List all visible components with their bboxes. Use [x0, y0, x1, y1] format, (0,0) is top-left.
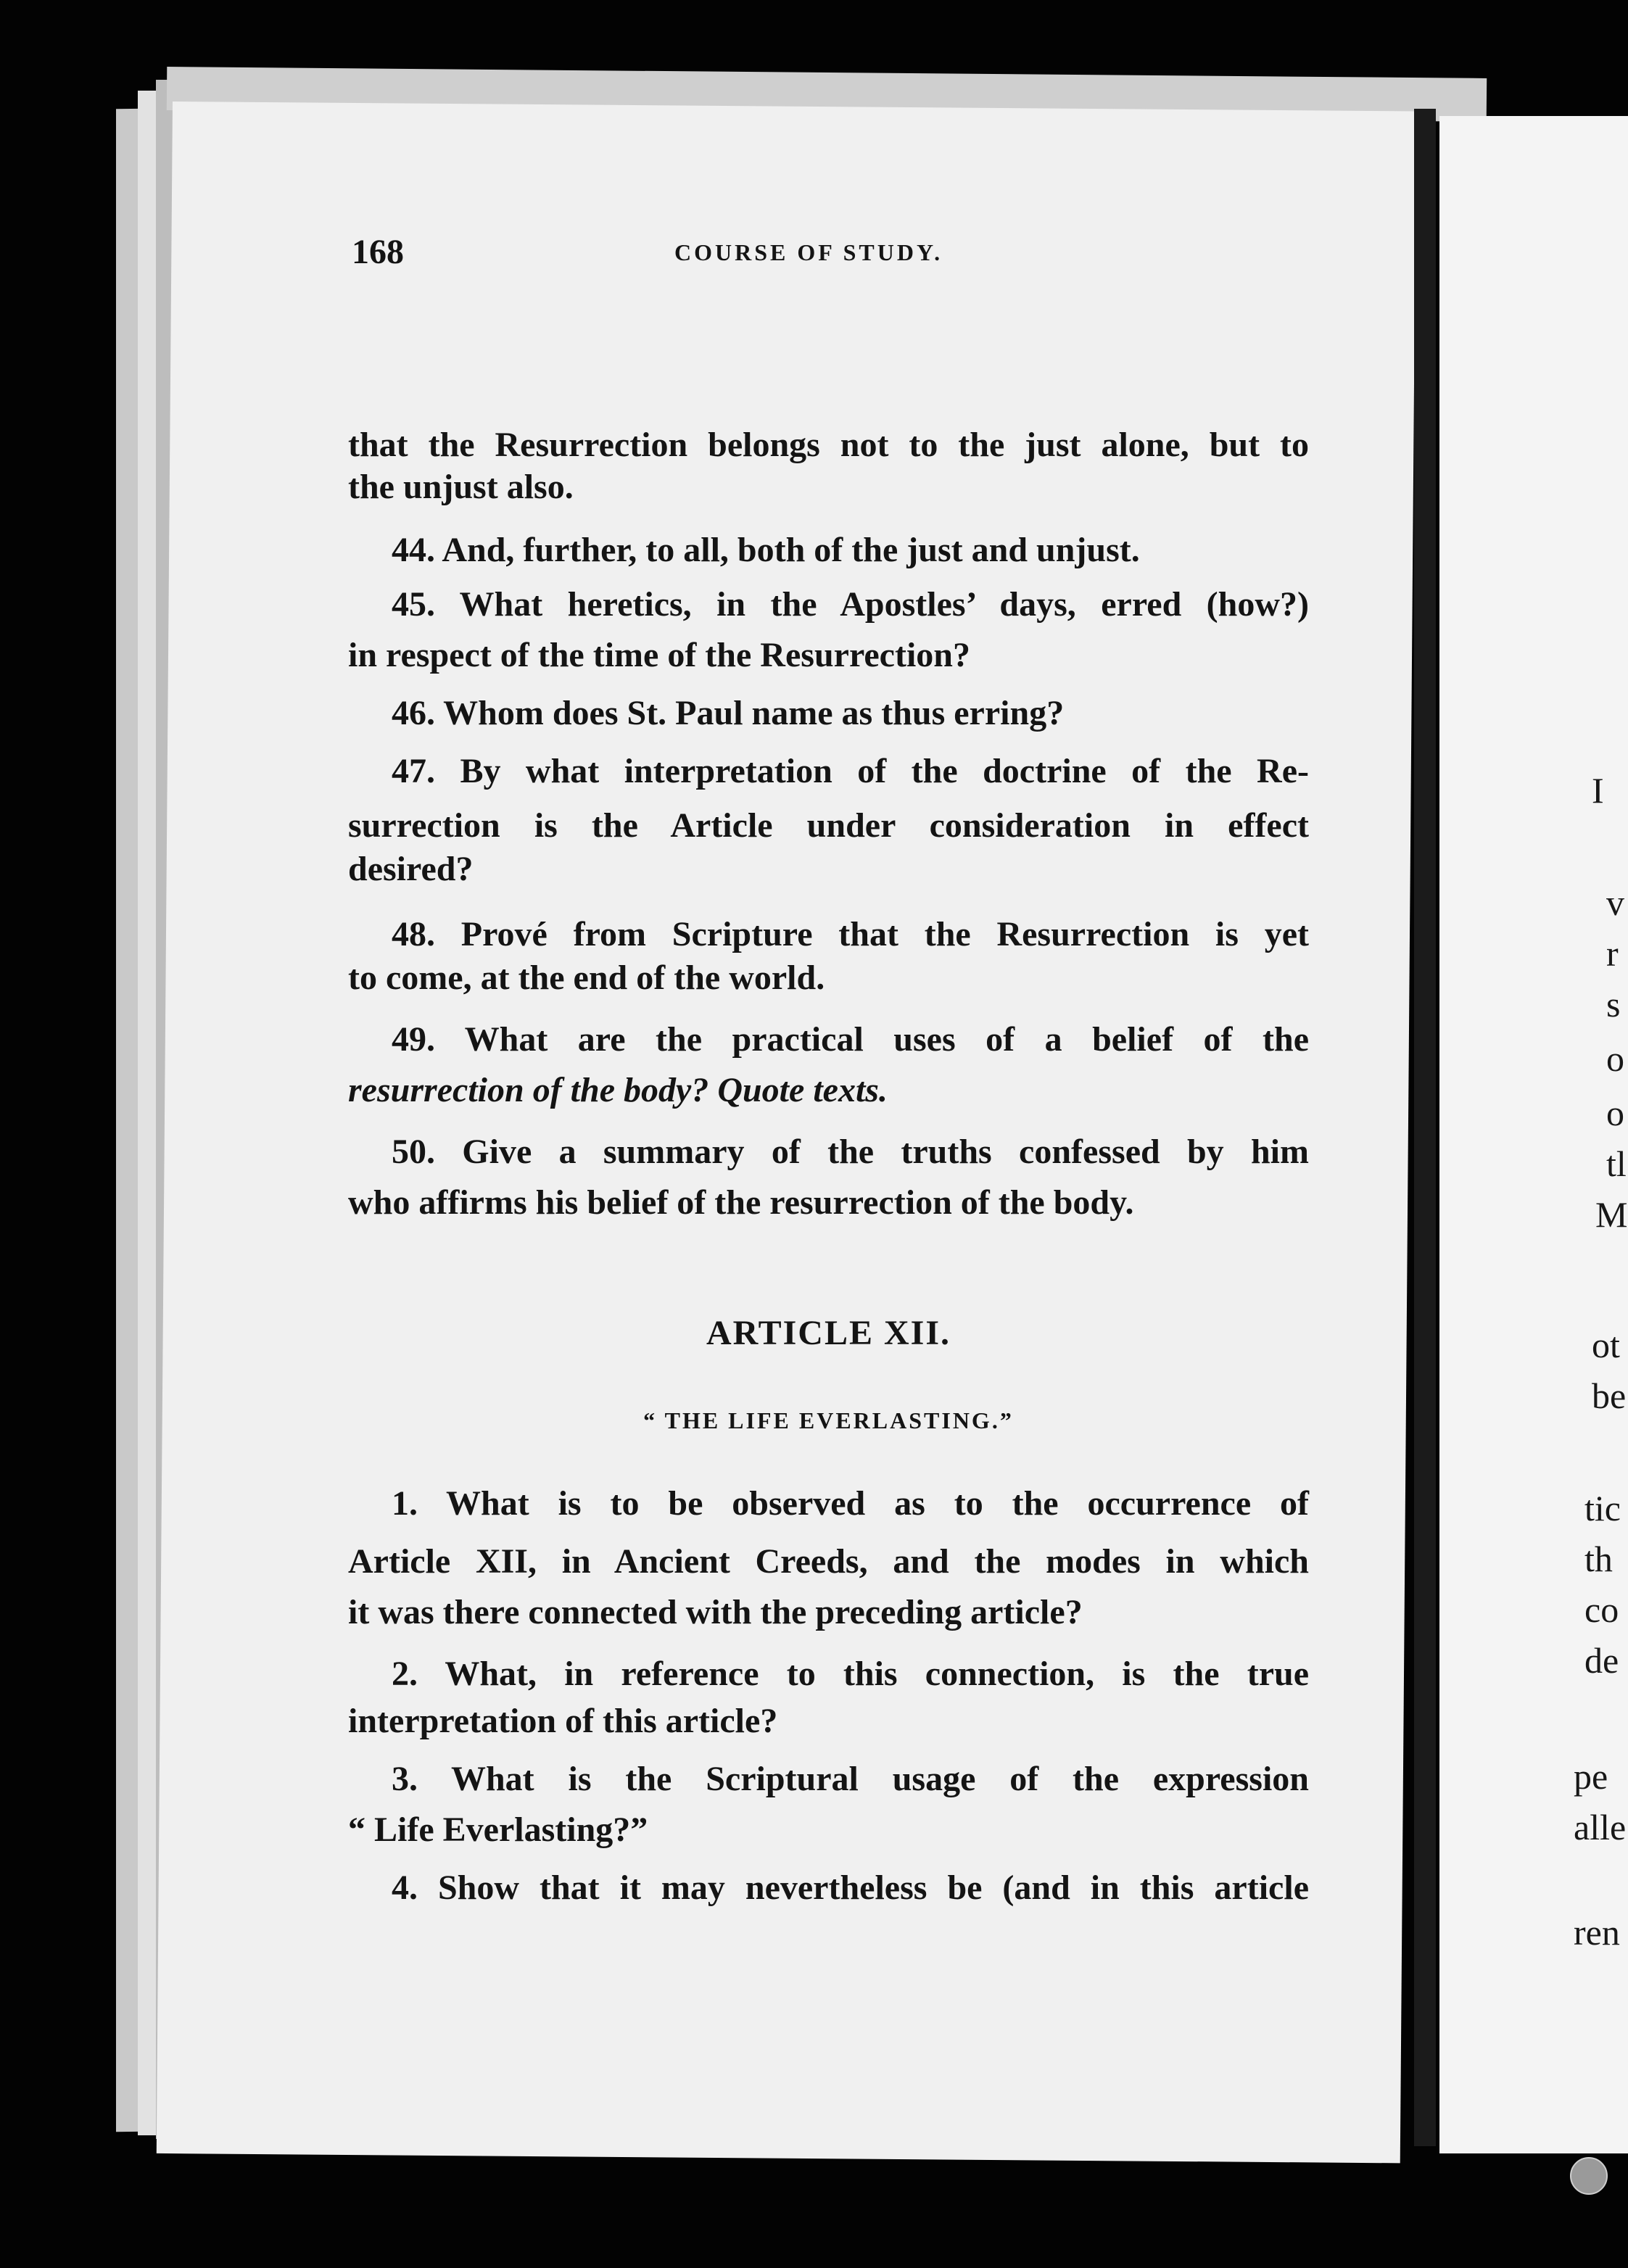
text-line: resurrection of the body? Quote texts.: [348, 1071, 888, 1109]
book-gutter: [1414, 109, 1436, 2146]
text-line: who affirms his belief of the resurrection of the body.: [348, 1183, 1134, 1222]
question-3: 3. What is the Scriptural usage of the expression: [392, 1760, 1309, 1798]
running-head: COURSE OF STUDY.: [674, 239, 943, 265]
facing-page-fragment: s: [1606, 984, 1621, 1025]
stamp-icon: [1570, 2157, 1608, 2195]
facing-page-fragment: pe: [1574, 1756, 1608, 1797]
text-line: in respect of the time of the Resurrection?: [348, 636, 970, 674]
article-subheading: “ THE LIFE EVERLASTING.”: [643, 1407, 1014, 1433]
text-line: surrection is the Article under consideration in effect: [348, 806, 1309, 845]
facing-page: [1439, 116, 1628, 2153]
facing-page-fragment: ren: [1574, 1912, 1620, 1953]
text-line: desired?: [348, 850, 474, 888]
facing-page-fragment: de: [1584, 1640, 1619, 1681]
facing-page-fragment: th: [1584, 1539, 1613, 1579]
facing-page-fragment: I: [1592, 770, 1604, 811]
facing-page-fragment: be: [1592, 1375, 1627, 1416]
page-header: [352, 232, 1345, 276]
facing-page-fragment: o: [1606, 1093, 1624, 1133]
facing-page-fragment: tic: [1584, 1488, 1621, 1528]
facing-page-fragment: o: [1606, 1038, 1624, 1079]
facing-page-fragment: r: [1606, 933, 1619, 974]
question-49: 49. What are the practical uses of a belief of the: [392, 1020, 1309, 1059]
question-50: 50. Give a summary of the truths confessed by him: [392, 1133, 1309, 1171]
text-line: that the Resurrection belongs not to the just alone, but to: [348, 426, 1309, 464]
page-number: 168: [352, 233, 404, 271]
question-47: 47. By what interpretation of the doctrine of the Re-: [392, 752, 1309, 790]
question-2: 2. What, in reference to this connection, is the true: [392, 1655, 1309, 1693]
question-45: 45. What heretics, in the Apostles’ days, erred (how?): [392, 585, 1309, 624]
facing-page-fragment: co: [1584, 1589, 1619, 1630]
facing-page-fragment: alle: [1574, 1807, 1627, 1847]
facing-page-fragment: v: [1606, 882, 1624, 923]
question-44: 44. And, further, to all, both of the just and unjust.: [392, 531, 1140, 569]
question-46: 46. Whom does St. Paul name as thus erring?: [392, 694, 1065, 732]
text-line: “ Life Everlasting?”: [348, 1810, 648, 1849]
facing-page-fragment: tl: [1606, 1143, 1627, 1184]
facing-page-fragment: M: [1595, 1194, 1628, 1235]
article-heading: ARTICLE XII.: [706, 1314, 951, 1352]
question-4: 4. Show that it may nevertheless be (and in this article: [392, 1868, 1309, 1907]
text-line: it was there connected with the preceding article?: [348, 1593, 1083, 1631]
text-line: Article XII, in Ancient Creeds, and the modes in which: [348, 1542, 1309, 1581]
question-48: 48. Prové from Scripture that the Resurrection is yet: [392, 915, 1309, 953]
facing-page-fragment: ot: [1592, 1325, 1620, 1365]
question-1: 1. What is to be observed as to the occurrence of: [392, 1484, 1309, 1523]
text-line: interpretation of this article?: [348, 1702, 778, 1740]
text-line: to come, at the end of the world.: [348, 959, 825, 997]
text-line: the unjust also.: [348, 468, 574, 506]
